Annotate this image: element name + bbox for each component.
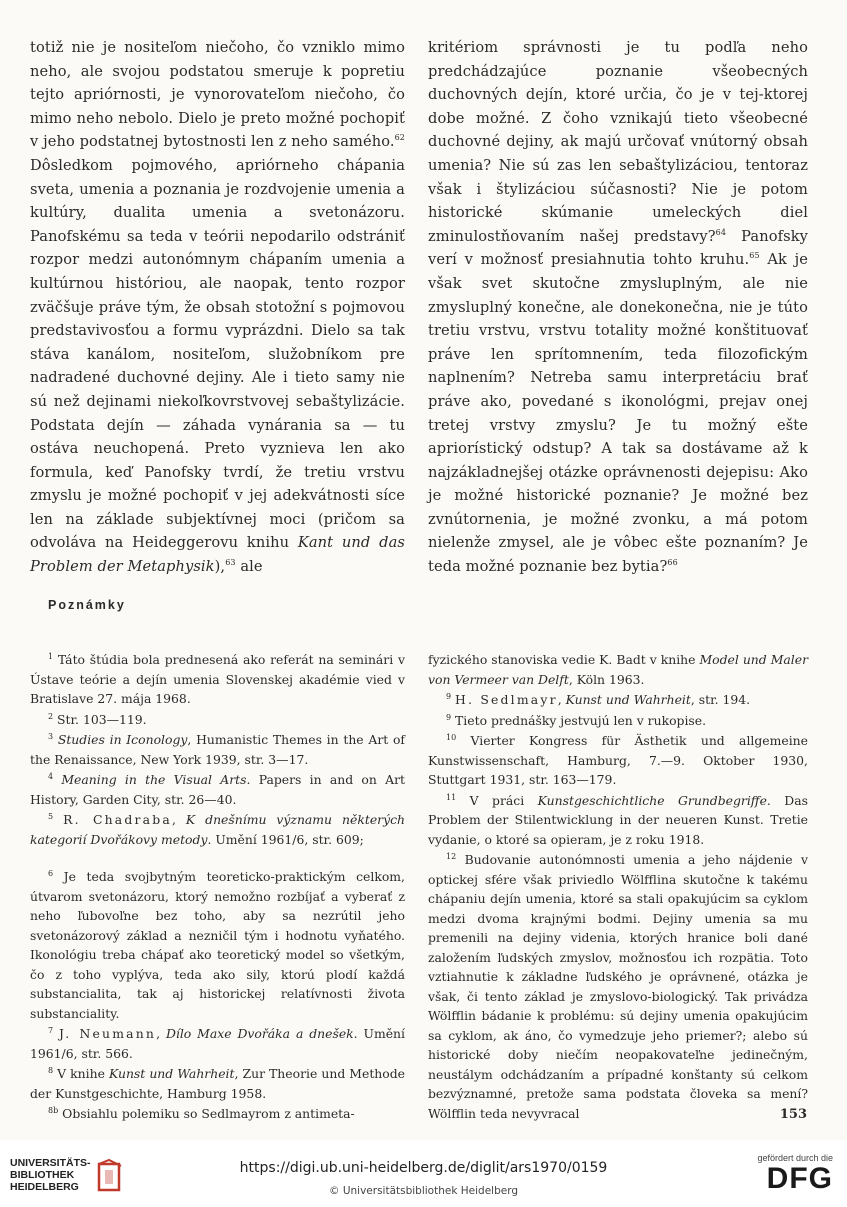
footnotes-left-column: [30, 650, 405, 1125]
footnote-ref: 8b: [48, 1105, 59, 1115]
italic-text: Kunst und Wahrheit: [108, 1066, 235, 1081]
footnote: [428, 850, 808, 1123]
text-run: ,: [171, 812, 186, 827]
page-number: 153: [779, 1107, 807, 1122]
paragraph: [428, 36, 808, 579]
footnote: [428, 690, 808, 710]
footnote-ref: 2: [48, 711, 54, 721]
footnote: [30, 1024, 405, 1063]
text-run: totiž nie je nositeľom niečoho, čo vzniklo mimo neho, ale svojou podstatou smeruje k popretiu tejto apriórnosti, je vynorovateľom niečoho, čo mimo neho nebolo. Dielo je preto možné pochopiť v jeho podstatnej bytostnosti len z neho samého.: [30, 39, 405, 151]
copyright-notice: © Universitätsbibliothek Heidelberg: [328, 1185, 518, 1197]
italic-text: K dnešnímu významu některých kategorií Dvořákovy metody: [30, 812, 405, 847]
footnote-ref: 1: [48, 651, 54, 661]
footnote: [30, 650, 405, 709]
text-run: kritériom správnosti je tu podľa neho predchádzajúce poznanie všeobecných duchovných dejín, ktoré určia, čo je v tej-ktorej dobe možné. Z čoho vznikajú tieto všeobecné duchovné dejiny, ak majú určovať vnútorný obsah umenia? Nie sú zas len sebaštylizáciou, tentoraz však i štylizáciou súčasnosti? Nie je potom historické skúmanie umeleckých diel zminulostňovaním našej predstavy?: [428, 39, 808, 245]
author-name: H. Sedlmayr: [455, 692, 558, 707]
footnote-ref: 62: [394, 133, 405, 143]
text-run: , Zur Theorie und Methode der Kunstgeschichte, Hamburg 1958.: [30, 1066, 406, 1101]
footnotes-right-column: [428, 650, 808, 1124]
dfg-logo[interactable]: [757, 1153, 833, 1195]
text-run: , str. 194.: [690, 692, 751, 707]
footnote-ref: 4: [48, 771, 54, 781]
footnote: [30, 1104, 405, 1124]
text-run: fyzického stanoviska vedie K. Badt v knihe: [428, 652, 700, 667]
text-run: Ak je však svet skutočne zmysluplným, ale nie zmysluplný konečne, ale donekonečna, nie je túto tretiu vrstvu, vrstvu totality možné konštituovať práve len sprítomnením, teda filozofickým naplnením? Netreba samu interpretáciu brať práve ako, povedané s ikonológmi, prejav onej tretej vrstvy zmyslu? Je tu možný ešte apriorístický odstup? A tak sa dostávame až k najzákladnejšej otázke oprávnenosti dejepisu: Ako je možné historické poznanie? Je možné bez zvnútornenia, je možné zvonku, a má potom nielenže zmysel, ale je vôbec ešte poznaním? Je teda možné poznanie bez bytia?: [428, 251, 808, 576]
italic-text: Meaning in the Visual Arts: [61, 772, 247, 787]
text-run: . Umění 1961/6, str. 566.: [30, 1026, 405, 1061]
text-run: , Humanistic Themes in the Art of the Renaissance, New York 1939, str. 3—17.: [30, 732, 405, 767]
footnote-ref: 63: [225, 558, 236, 568]
footnote-ref: 12: [446, 851, 457, 861]
footnote: [30, 730, 405, 769]
author-name: J. Neumann: [59, 1026, 157, 1041]
library-name: UNIVERSITÄTS- BIBLIOTHEK HEIDELBERG: [10, 1157, 91, 1193]
footnote-ref: 9: [446, 691, 452, 701]
footnote-ref: 10: [446, 732, 457, 742]
italic-text: Studies in Iconology: [57, 732, 188, 747]
funded-by-label: gefördert durch die: [757, 1153, 833, 1163]
footnote-ref: 65: [749, 251, 760, 261]
notes-heading: Poznámky: [48, 598, 126, 612]
text-run: Obsiahlu polemiku so Sedlmayrom z antimeta-: [58, 1106, 355, 1121]
text-run: Panofsky verí v možnosť presiahnutia tohto kruhu.: [428, 227, 808, 269]
text-run: ),: [214, 558, 226, 576]
text-run: ,: [156, 1026, 166, 1041]
body-text-right-column: [428, 36, 808, 579]
dfg-wordmark: DFG: [766, 1162, 833, 1195]
italic-text: Kunst und Wahrheit: [565, 692, 691, 707]
text-run: Tieto prednášky jestvujú len v rukopise.: [451, 712, 707, 728]
italic-text: Dílo Maxe Dvořáka a dnešek: [165, 1026, 354, 1041]
permalink-url[interactable]: https://digi.ub.uni-heidelberg.de/diglit/ars1970/0159: [239, 1160, 608, 1176]
footnote-ref: 3: [48, 731, 54, 741]
text-run: V knihe: [53, 1066, 109, 1081]
footnote-ref: 6: [48, 868, 54, 878]
text-run: Budovanie autonómnosti umenia a jeho nájdenie v optickej sfére však priviedlo Wölfflina skutočne k takému chápaniu dejín umenia, ktoré sa stali opakujúcim sa cyklom medzi dvoma krajnými bodmi. Dejiny umenia sa mu premenili na dejiny videnia, ktorých hranice boli dané založením ľudských zmyslov, možnosťou ich rozpätia. Toto vztiahnutie k základne ľudského je oprávnené, otázka je však, či tento základ je zmyslovo-biologický. Tak privádza Wölfflin bádanie k problému: sú dejiny umenia opakujúcim sa cyklom, ak áno, čo vymedzuje jeho priemer?; alebo sú historické doby niečím neopakovateľne jedinečným, neustálym odchádzaním a prípadné konštanty sú celkom bezvýznamné, pretože sama podstata človeka sa mení? Wölfflin teda nevyvracal: [428, 852, 808, 1121]
footnote: [30, 770, 405, 809]
text-run: ale: [235, 558, 263, 576]
text-run: . Das Problem der Stilentwicklung in der neueren Kunst. Tretie vydanie, o ktoré sa opieram, je z roku 1918.: [428, 792, 808, 847]
italic-text: Kunstgeschichtliche Grundbegriffe: [537, 792, 767, 808]
text-run: Dôsledkom pojmového, apriórneho chápania sveta, umenia a poznania je rozdvojenie umenia a kultúry, dualita umenia a svetonázoru. Panofskému sa teda v teórii nepodarilo odstrániť rozpor medzi autonómnym chápaním umenia a kultúrnou históriou, ale naopak, tento rozpor zväčšuje práve tým, že obsah stotožní s pojmovou predstavivosťou a formu vyprázdni. Dielo sa tak stáva kanálom, nositeľom, služobníkom pre nadradené duchovné dejiny. Ale i tieto samy nie sú než dejinami niekoľkovrstvovej sebaštylizácie. Podstata dejín — záhada vynárania sa — tu ostáva neuchopená. Preto vyznieva len ako formula, keď Panofsky tvrdí, že tretiu vrstvu zmyslu je možné pochopiť v jej adekvátnosti síce len na základe subjektívnej moci (pričom sa odvoláva na Heideggerovu knihu: [30, 156, 405, 552]
text-run: Str. 103—119.: [53, 711, 147, 727]
footnote-ref: 9: [446, 712, 452, 722]
text-run: . Umění 1961/6, str. 609;: [207, 831, 364, 847]
footnote: [30, 1064, 405, 1103]
italic-text: Kant und das Problem der Metaphysik: [30, 534, 405, 576]
footnote-ref: 11: [446, 792, 457, 802]
footnote: [428, 791, 808, 850]
footnote: [30, 867, 405, 1023]
text-run: [53, 812, 63, 827]
text-run: , Köln 1963.: [568, 671, 645, 687]
footnote-ref: 5: [48, 811, 54, 821]
text-run: Vierter Kongress für Ästhetik und allgemeine Kunstwissenschaft, Hamburg, 7.—9. Oktober 1930, Stuttgart 1931, str. 163—179.: [428, 733, 808, 787]
text-run: Je teda svojbytným teoreticko-praktickým celkom, útvarom svetonázoru, ktorý nemožno rozbíjať a vyberať z neho ľubovoľne bez toho, aby sa nezrútil jeho svetonázorový základ a nezničil tým i hodnotu vyňatého. Ikonológiu treba chápať ako teoretický model so všetkým, čo z toho vyplýva, teda ako sily, ktorú plodí každá substancialita, tak aj historickej relatívnosti života substanciality.: [30, 869, 405, 1021]
body-text-left-column: [30, 36, 405, 579]
footnote-ref: 7: [48, 1025, 54, 1035]
italic-text: Model und Maler von Vermeer van Delft: [428, 652, 808, 687]
footnote-ref: 8: [48, 1065, 54, 1075]
footnote-ref: 64: [715, 227, 727, 237]
footnote: [428, 711, 808, 731]
text-run: Táto štúdia bola prednesená ako referát na seminári v Ústave teórie a dejín umenia Slovenskej akadémie vied v Bratislave 27. mája 1968.: [30, 652, 405, 706]
footnote: [30, 710, 405, 730]
paragraph: [30, 36, 405, 579]
footnote-ref: 66: [667, 558, 678, 568]
footnote: [428, 731, 808, 790]
footnote: [428, 650, 808, 689]
text-run: . Papers in and on Art History, Garden City, str. 26—40.: [30, 772, 405, 807]
author-name: R. Chadraba: [63, 812, 172, 827]
text-run: V práci: [456, 792, 538, 808]
footnote: [30, 810, 405, 849]
text-run: ,: [557, 692, 566, 707]
